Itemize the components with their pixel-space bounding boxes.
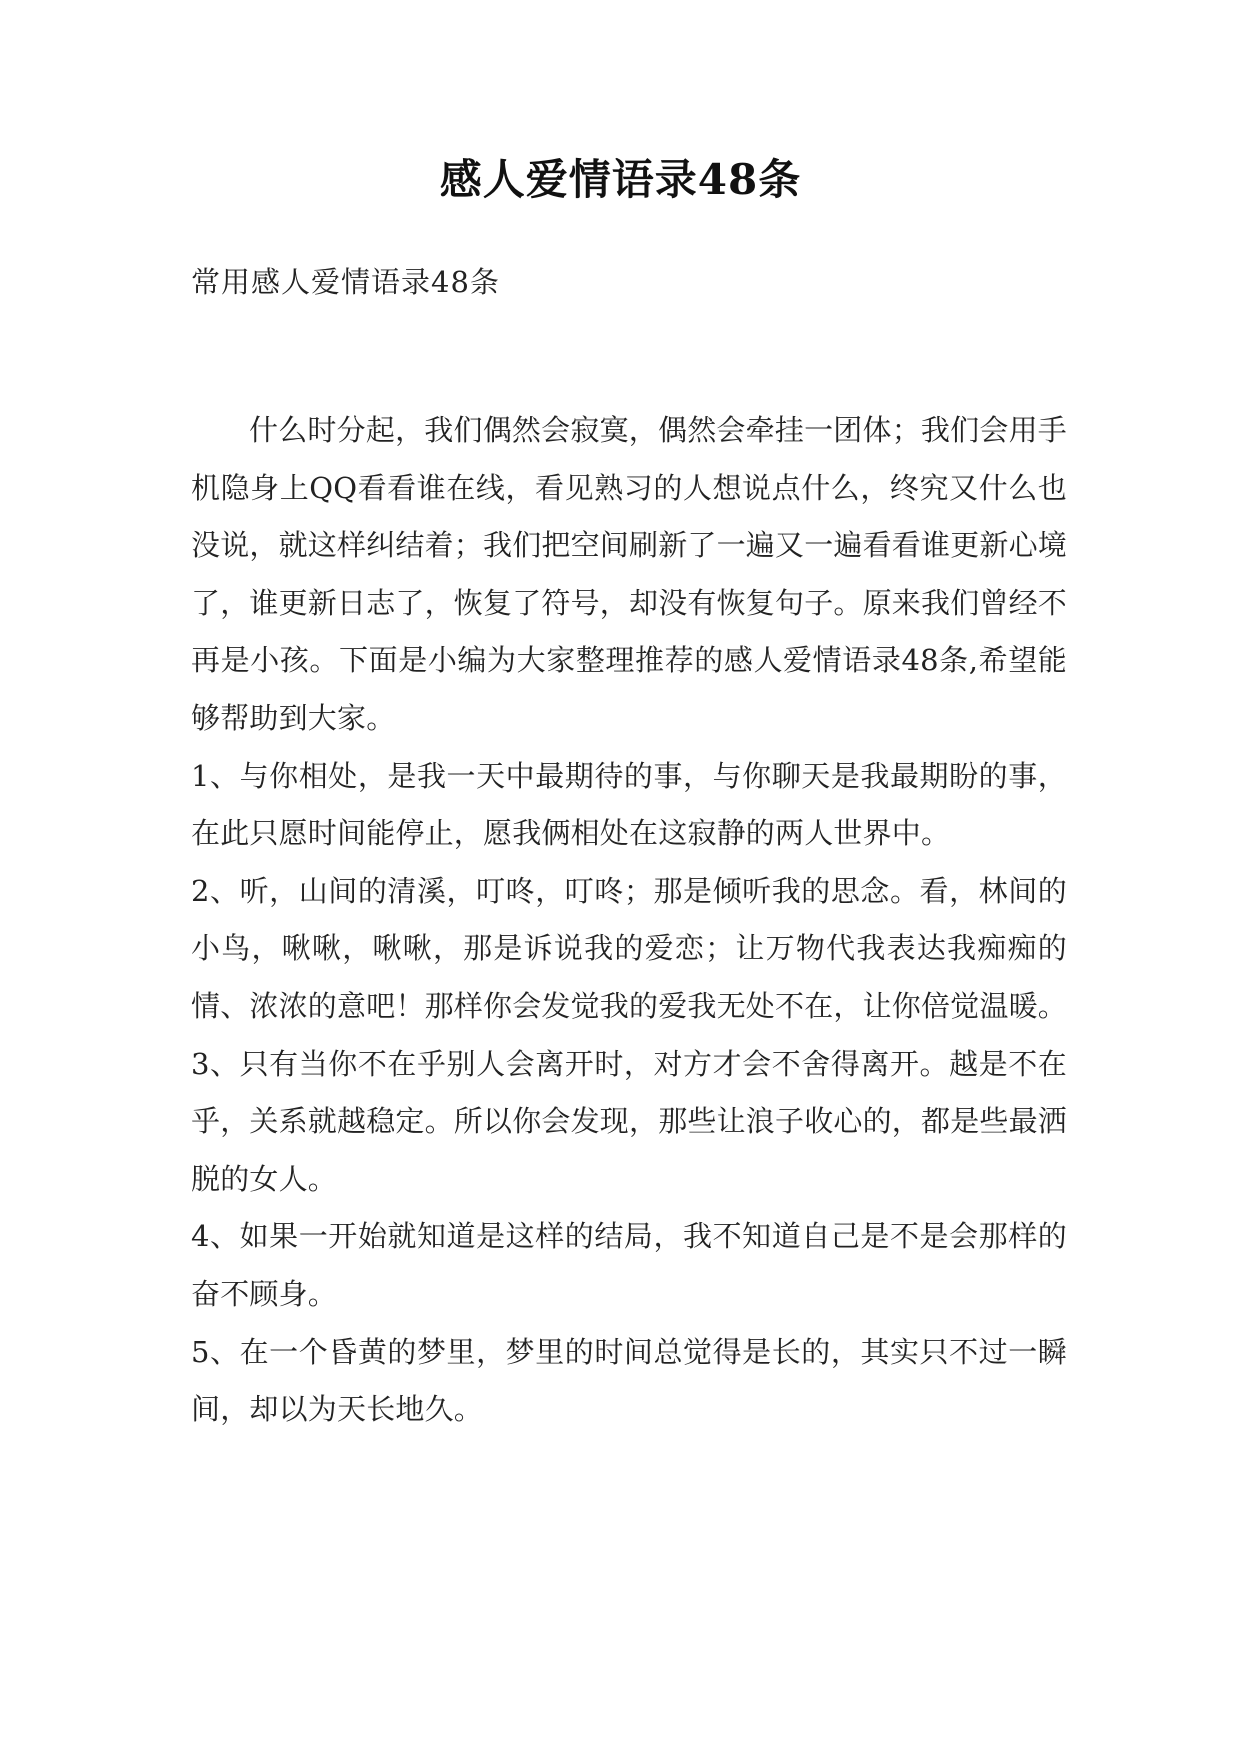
document-title: 感人爱情语录48条 — [439, 155, 802, 204]
document-body — [191, 402, 1067, 1439]
quote-paragraph-2: 2、听，山间的清溪，叮咚，叮咚；那是倾听我的思念。看，林间的小鸟，啾啾，啾啾，那是诉说我的爱恋；让万物代我表达我痴痴的情、浓浓的意吧！那样你会发觉我的爱我无处不在，让你倍觉温暖。 — [191, 873, 1068, 1023]
quote-paragraph-4: 4、如果一开始就知道是这样的结局，我不知道自己是不是会那样的奋不顾身。 — [191, 1219, 1067, 1311]
quote-paragraph-3: 3、只有当你不在乎别人会离开时，对方才会不舍得离开。越是不在乎，关系就越稳定。所以你会发现，那些让浪子收心的，都是些最洒脱的女人。 — [191, 1046, 1068, 1196]
quote-paragraph-1: 1、与你相处，是我一天中最期待的事，与你聊天是我最期盼的事，在此只愿时间能停止，愿我俩相处在这寂静的两人世界中。 — [191, 758, 1067, 851]
intro-paragraph: 什么时分起，我们偶然会寂寞，偶然会牵挂一团体；我们会用手机隐身上QQ看看谁在线，看见熟习的人想说点什么，终究又什么也没说，就这样纠结着；我们把空间刷新了一遍又一遍看看谁更新心境了，谁更新日志了，恢复了符号，却没有恢复句子。原来我们曾经不再是小孩。下面是小编为大家整理推荐的感人爱情语录48条,希望能够帮助到大家。 — [191, 413, 1068, 735]
document-subtitle: 常用感人爱情语录48条 — [191, 265, 500, 299]
quote-paragraph-5: 5、在一个昏黄的梦里，梦里的时间总觉得是长的，其实只不过一瞬间，却以为天长地久。 — [191, 1334, 1067, 1427]
